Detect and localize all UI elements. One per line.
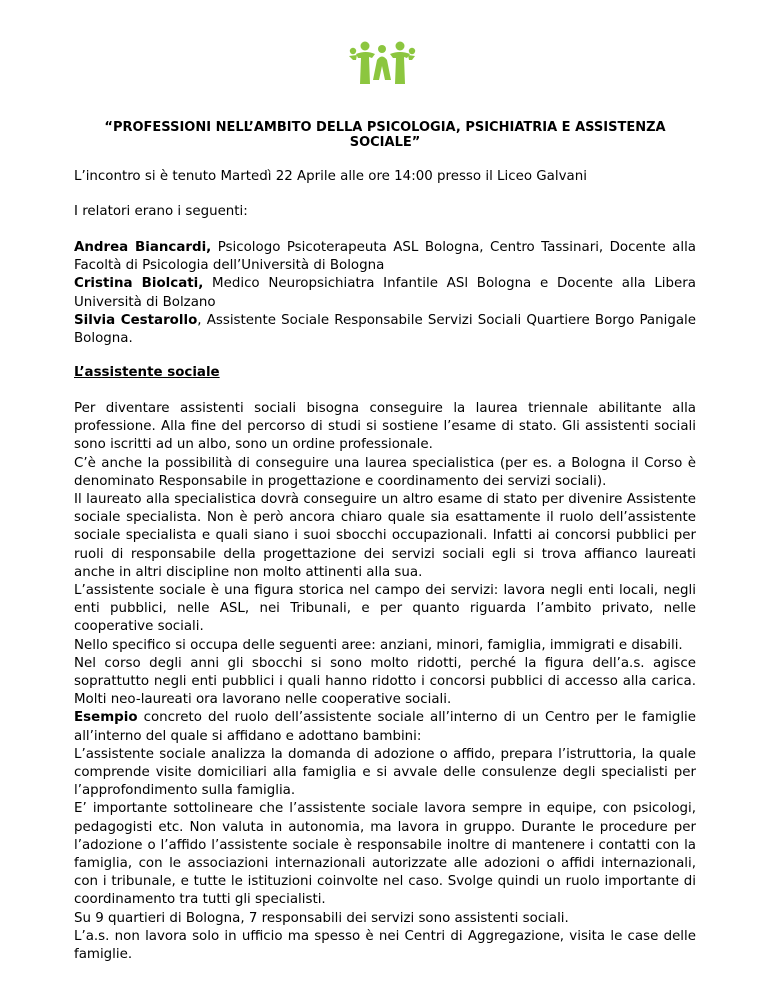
example-paragraph — [74, 709, 696, 745]
paragraph: Il laureato alla specialistica dovrà conseguire un altro esame di stato per divenire Assistente sociale specialista. Non è però ancora chiaro quale sia esattamente il ruolo dell’assistente sociale specialista e quali siano i suoi sbocchi occupazionali. Infatti ai concorsi pubblici per ruoli di responsabile della progettazione dei servizi sociali egli si trova affianco laureati anche in altri discipline non molto attinenti alla sua. — [74, 492, 696, 580]
paragraph: Nel corso degli anni gli sbocchi si sono molto ridotti, perché la figura dell’a.s. agisce soprattutto negli enti pubblici i quali hanno ridotto i concorsi pubblici di accesso alla carica. Molti neo-laureati ora lavorano nelle cooperative sociali. — [74, 655, 696, 708]
speakers-intro-text: I relatori erano i seguenti: — [74, 204, 248, 219]
speaker-desc: Medico Neuropsichiatra Infantile ASl Bologna e Docente alla Libera Università di Bolzano — [74, 276, 696, 310]
speaker-name: Andrea Biancardi, — [74, 240, 212, 255]
document-title: “PROFESSIONI NELL’AMBITO DELLA PSICOLOGIA, PSICHIATRIA E ASSISTENZA SOCIALE” — [104, 120, 666, 150]
speaker-name: Silvia Cestarollo — [74, 312, 198, 328]
green-figures-logo-icon — [348, 40, 416, 86]
paragraph: L’assistente sociale è una figura storica nel campo dei servizi: lavora negli enti locali, negli enti pubblici, nelle ASL, nei Tribunali, e per quanto riguarda l’ambito privato, nelle cooperative sociali. — [74, 583, 696, 635]
speakers-intro — [74, 203, 696, 221]
paragraph: C’è anche la possibilità di conseguire una laurea specialistica (per es. a Bologna il Corso è denominato Responsabile in progettazione e coordinamento dei servizi sociali). — [74, 455, 696, 489]
paragraph: Nello specifico si occupa delle seguenti aree: anziani, minori, famiglia, immigrati e disabili. — [74, 637, 683, 653]
speaker-entry — [74, 312, 696, 348]
speaker-entry — [74, 275, 696, 311]
meeting-info: L’incontro si è tenuto Martedì 22 Aprile alle ore 14:00 presso il Liceo Galvani — [74, 169, 587, 184]
paragraph: L’assistente sociale analizza la domanda di adozione o affido, prepara l’istruttoria, la quale comprende visite domiciliari alla famiglia e si avvale delle consulenze degli specialisti per l’approfondimento sulla famiglia. — [74, 746, 696, 799]
paragraph: Per diventare assistenti sociali bisogna conseguire la laurea triennale abilitante alla professione. Alla fine del percorso di studi si sostiene l’esame di stato. Gli assistenti sociali sono iscritti ad un albo, sono un ordine professionale. — [74, 401, 696, 453]
paragraph: E’ importante sottolineare che l’assistente sociale lavora sempre in equipe, con psicologi, pedagogisti etc. Non valuta in autonomia, ma lavora in gruppo. Durante le procedure per l’adozione o l’affido l’assistente sociale è responsabile inoltre di mantenere i contatti con la famiglia, con le associazioni internazionali autorizzate alle adozioni o affidi internazionali, con i tribunale, e tutte le istituzioni coinvolte nel caso. Svolge quindi un ruolo importante di coordinamento tra tutti gli specialisti. — [74, 801, 696, 908]
speaker-desc: , Assistente Sociale Responsabile Servizi Sociali Quartiere Borgo Panigale Bologna. — [74, 312, 696, 347]
section-heading: L’assistente sociale — [74, 365, 220, 380]
speaker-name: Cristina Biolcati, — [74, 276, 204, 292]
example-label: Esempio — [74, 710, 138, 726]
body-text — [74, 400, 696, 964]
speakers-list — [74, 239, 696, 348]
intro-line — [74, 168, 696, 186]
speaker-entry — [74, 239, 696, 275]
paragraph: Su 9 quartieri di Bologna, 7 responsabili dei servizi sono assistenti sociali. — [74, 910, 569, 926]
example-text: concreto del ruolo dell’assistente sociale all’interno di un Centro per le famiglie all’interno del quale si affidano e adottano bambini: — [74, 710, 696, 744]
section-heading-block — [74, 364, 696, 382]
paragraph: L’a.s. non lavora solo in ufficio ma spesso è nei Centri di Aggregazione, visita le case delle famiglie. — [74, 928, 696, 963]
speaker-desc: Psicologo Psicoterapeuta ASL Bologna, Centro Tassinari, Docente alla Facoltà di Psicologia dell’Università di Bologna — [74, 240, 696, 274]
